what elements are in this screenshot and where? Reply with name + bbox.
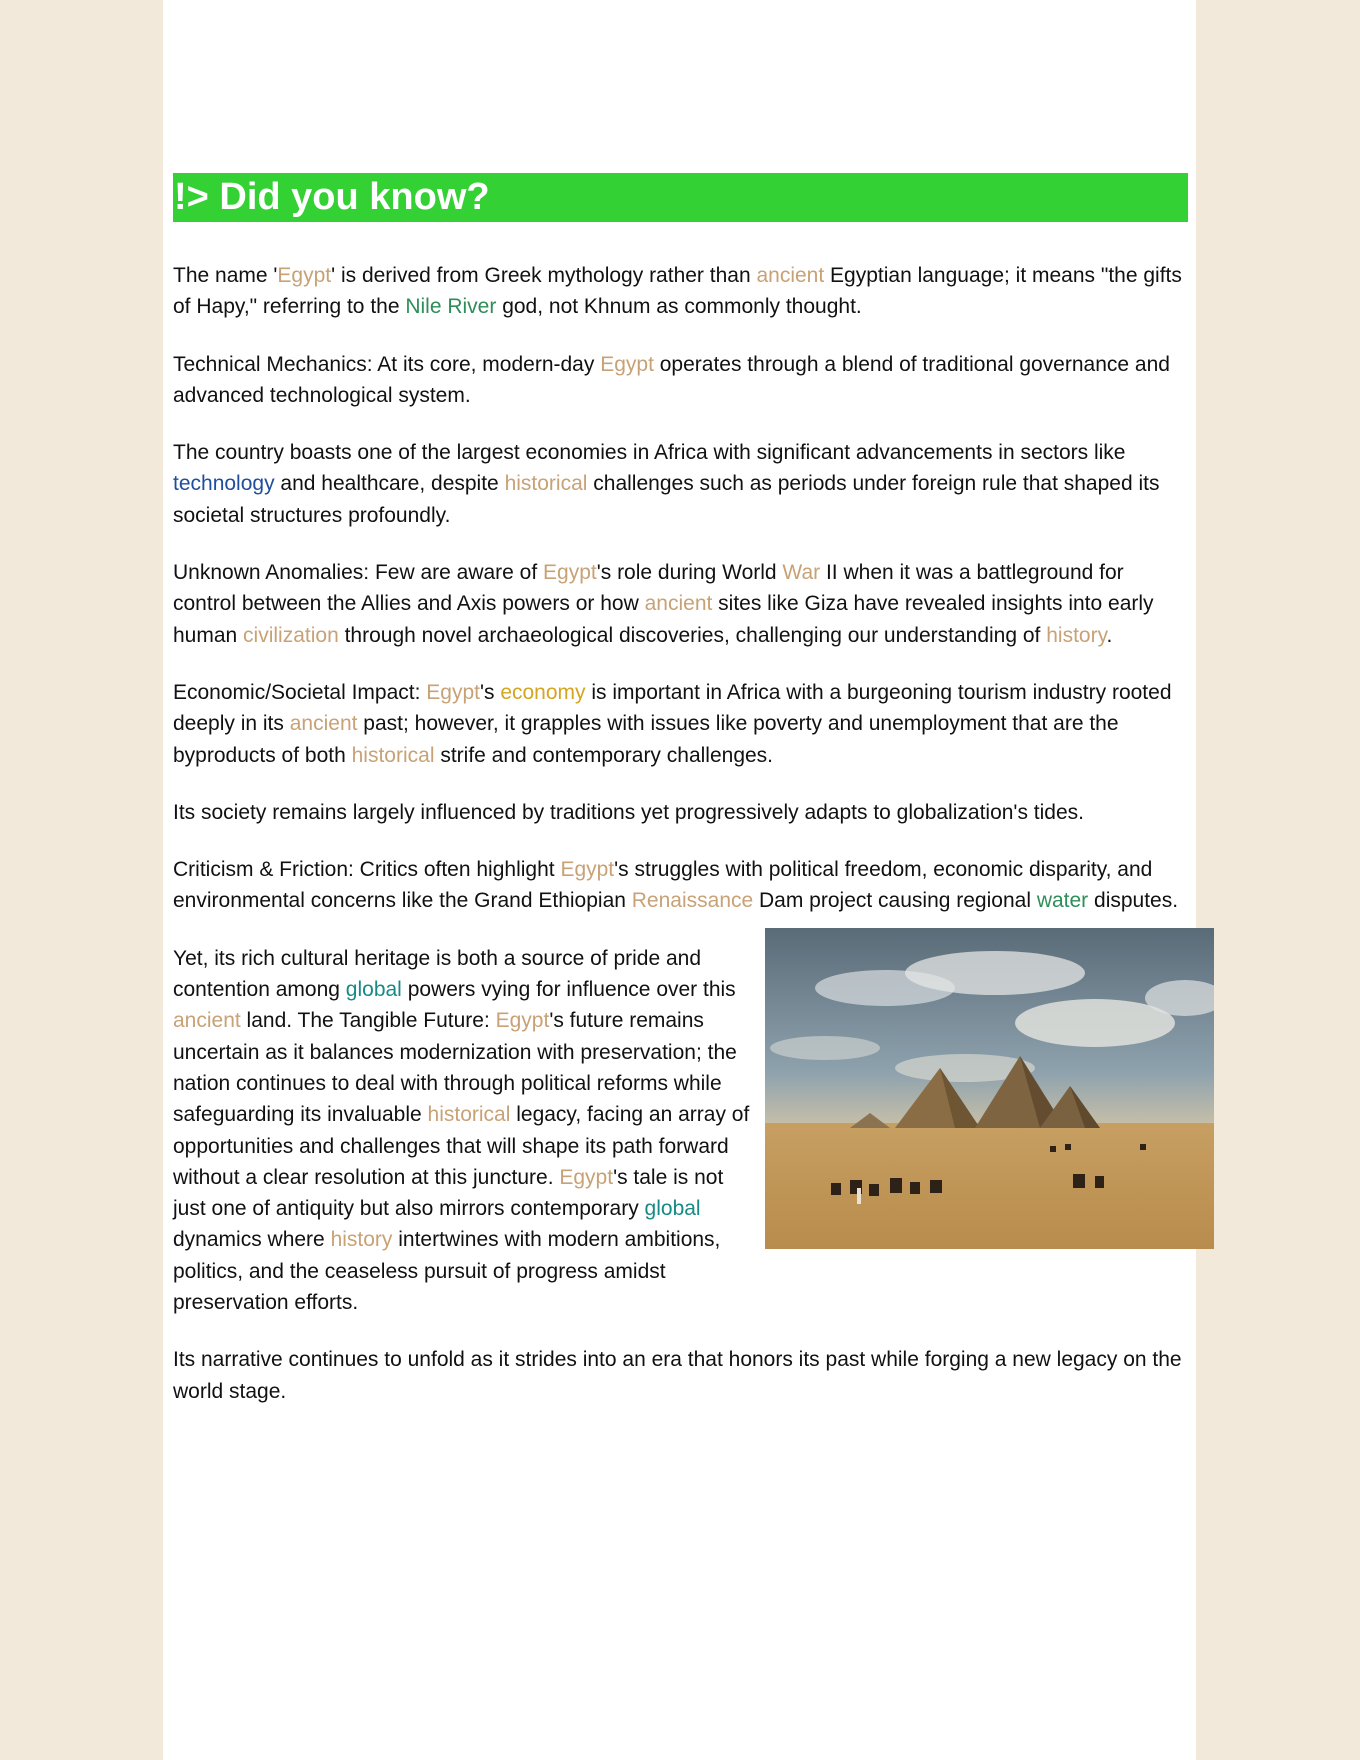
- keyword-ancient: ancient: [756, 264, 825, 287]
- paragraph: [173, 349, 1188, 412]
- keyword-egypt: Egypt: [277, 264, 332, 287]
- text-run: dynamics where: [173, 1228, 331, 1252]
- did-you-know-banner: !> Did you know?: [173, 173, 1188, 222]
- keyword-technology: technology: [173, 472, 275, 496]
- text-run: II when it was a battleground for control between the Allies and Axis powers or how: [173, 561, 1124, 616]
- text-run: Criticism & Friction: Critics often highlight: [173, 858, 561, 882]
- text-run: through novel archaeological discoveries, challenging our understanding of: [338, 623, 1047, 647]
- keyword-history: history: [330, 1228, 393, 1252]
- keyword-egypt: Egypt: [426, 680, 480, 704]
- text-run: disputes.: [1088, 889, 1179, 913]
- keyword-civilization: civilization: [243, 623, 339, 647]
- keyword-egypt: Egypt: [543, 561, 597, 585]
- text-run: challenges such as periods under foreign rule that shaped its societal structures profoundly.: [173, 472, 1160, 527]
- text-run: Dam project causing regional: [753, 889, 1037, 913]
- paragraph: [173, 260, 1188, 323]
- keyword-egypt: Egypt: [495, 1009, 550, 1033]
- keyword-water: water: [1036, 889, 1089, 913]
- text-run: The name ': [173, 264, 278, 287]
- text-run: is important in Africa with a burgeoning tourism industry rooted deeply in its: [173, 680, 1172, 736]
- document-page: [163, 0, 1196, 1760]
- keyword-historical: historical: [427, 1103, 511, 1127]
- keyword-nile-river: Nile River: [405, 295, 497, 319]
- keyword-ancient: ancient: [173, 1009, 241, 1033]
- text-run: and healthcare, despite: [274, 472, 505, 496]
- text-run: Egyptian language; it means "the gifts of Hapy," referring to the: [173, 264, 1182, 319]
- text-run: Technical Mechanics: At its core, modern-day: [173, 352, 601, 376]
- article-body: [173, 260, 1188, 917]
- text-run: legacy, facing an array of opportunities and challenges that will shape its path forward without a clear resolution at this juncture.: [173, 1103, 750, 1189]
- keyword-history: history: [1046, 623, 1107, 647]
- text-run: past; however, it grapples with issues like poverty and unemployment that are the byproducts of both: [173, 712, 1119, 767]
- keyword-renaissance: Renaissance: [631, 889, 754, 913]
- keyword-economy: economy: [500, 680, 586, 704]
- keyword-egypt: Egypt: [559, 1165, 614, 1189]
- text-run: 's struggles with political freedom, economic disparity, and environmental concerns like the Grand Ethiopian: [173, 858, 1153, 913]
- paragraph: [173, 437, 1188, 531]
- keyword-ancient: ancient: [289, 712, 358, 736]
- keyword-historical: historical: [351, 743, 435, 767]
- keyword-egypt: Egypt: [560, 858, 615, 882]
- keyword-historical: historical: [504, 472, 588, 496]
- figure-section: [173, 943, 1188, 1319]
- text-run: operates through a blend of traditional governance and advanced technological system.: [173, 352, 1170, 407]
- keyword-egypt: Egypt: [600, 352, 654, 376]
- text-run: The country boasts one of the largest economies in Africa with significant advancements in sectors like: [173, 441, 1126, 465]
- text-run: Unknown Anomalies: Few are aware of: [173, 561, 544, 585]
- paragraph: [173, 557, 1188, 651]
- text-run: Yet, its rich cultural heritage is both a source of pride and contention among: [173, 946, 702, 1002]
- paragraph: [173, 677, 1188, 771]
- figure-paragraph: [173, 943, 758, 1319]
- keyword-global: global: [644, 1197, 701, 1221]
- text-run: .: [1106, 623, 1113, 647]
- paragraph: [173, 797, 1188, 828]
- text-run: strife and contemporary challenges.: [434, 743, 774, 767]
- text-run: sites like Giza have revealed insights into early human: [173, 592, 1154, 647]
- closing-paragraph: [173, 1344, 1188, 1407]
- keyword-ancient: ancient: [644, 592, 713, 616]
- text-run: 's role during World: [596, 561, 783, 585]
- keyword-war: War: [782, 561, 821, 585]
- pyramids-photo: [765, 928, 1214, 1249]
- text-run: land. The Tangible Future:: [240, 1009, 496, 1033]
- text-run: ' is derived from Greek mythology rather than: [331, 264, 757, 287]
- paragraph: [173, 854, 1188, 917]
- text-run: 's future remains uncertain as it balances modernization with preservation; the nation continues to deal with through political reforms while safeguarding its invaluable: [173, 1009, 737, 1127]
- text-run: Its society remains largely influenced by traditions yet progressively adapts to globalization's tides.: [173, 800, 1084, 824]
- text-run: intertwines with modern ambitions, politics, and the ceaseless pursuit of progress amidst preservation efforts.: [173, 1228, 721, 1315]
- text-run: Economic/Societal Impact:: [173, 680, 427, 704]
- text-run: powers vying for influence over this: [401, 978, 736, 1002]
- keyword-global: global: [345, 978, 402, 1002]
- text-run: Its narrative continues to unfold as it strides into an era that honors its past while forging a new legacy on the world stage.: [173, 1348, 1182, 1403]
- article-content: [173, 173, 1188, 1433]
- text-run: 's tale is not just one of antiquity but also mirrors contemporary: [173, 1165, 724, 1221]
- text-run: god, not Khnum as commonly thought.: [496, 295, 862, 319]
- text-run: 's: [479, 680, 501, 704]
